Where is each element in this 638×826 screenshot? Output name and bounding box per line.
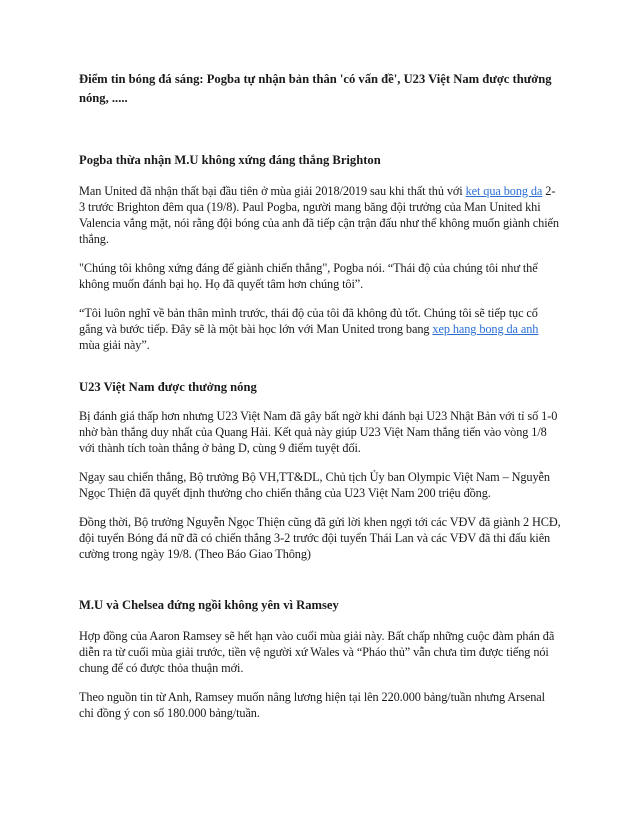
paragraph: Bị đánh giá thấp hơn nhưng U23 Việt Nam đã gây bất ngờ khi đánh bại U23 Nhật Bản với tỉ số 1-0 nhờ bàn thắng duy nhất của Quang Hải. Kết quả này giúp U23 Việt Nam thắng tiến vào vòng 1/8 với thành tích toàn thắng ở bảng D, cùng 9 điểm tuyệt đối.	[79, 409, 558, 455]
paragraph: Hợp đồng của Aaron Ramsey sẽ hết hạn vào cuối mùa giải này. Bất chấp những cuộc đàm phán đã diễn ra từ cuối mùa giải trước, tiền vệ người xứ Wales và “Pháo thủ” vẫn chưa tìm được tiếng nói chung để có được thỏa thuận mới.	[79, 629, 555, 675]
paragraph-text: Man United đã nhận thất bại đầu tiên ở mùa giải 2018/2019 sau khi thất thủ với	[79, 184, 466, 198]
section-heading: U23 Việt Nam được thưởng nóng	[79, 380, 257, 394]
paragraph	[79, 305, 561, 353]
section-heading: M.U và Chelsea đứng ngồi không yên vì Ramsey	[79, 598, 339, 612]
section-u23-vietnam	[79, 379, 561, 562]
paragraph: Theo nguồn tin từ Anh, Ramsey muốn nâng lương hiện tại lên 220.000 bảng/tuần nhưng Arsenal chỉ đồng ý con số 180.000 bảng/tuần.	[79, 690, 545, 720]
paragraph-text: 2-3 trước Brighton đêm qua (19/8). Paul Pogba, người mang băng đội trưởng của Man United khi Valencia vắng mặt, nói rằng đội bóng của anh đã tiếp cận trận đấu như thể không muốn giành chiến thắng.	[79, 184, 559, 246]
paragraph: "Chúng tôi không xứng đáng để giành chiến thắng", Pogba nói. “Thái độ của chúng tôi như thể không muốn đánh bại họ. Họ đã quyết tâm hơn chúng tôi”.	[79, 261, 538, 291]
document-title: Điểm tin bóng đá sáng: Pogba tự nhận bản thân 'có vấn đề', U23 Việt Nam được thưởng nóng, .....	[79, 72, 552, 105]
section-pogba	[79, 152, 561, 353]
paragraph-text: mùa giải này”.	[79, 338, 150, 352]
section-ramsey	[79, 597, 561, 721]
paragraph: Ngay sau chiến thắng, Bộ trưởng Bộ VH,TT&DL, Chủ tịch Ủy ban Olympic Việt Nam – Nguyễn Ngọc Thiện đã quyết định thưởng cho chiến thắng của U23 Việt Nam 200 triệu đồng.	[79, 470, 550, 500]
section-heading: Pogba thừa nhận M.U không xứng đáng thắng Brighton	[79, 153, 381, 167]
ket-qua-bong-da-link[interactable]: ket qua bong da	[465, 184, 543, 198]
paragraph	[79, 183, 561, 247]
paragraph-text: “Tôi luôn nghĩ về bản thân mình trước, thái độ của tôi đã không đủ tốt. Chúng tôi sẽ tiếp tục cố gắng và bước tiếp. Đây sẽ là một bài học lớn với Man United trong bang	[79, 306, 538, 336]
paragraph: Đồng thời, Bộ trưởng Nguyễn Ngọc Thiện cũng đã gửi lời khen ngợi tới các VĐV đã giành 2 HCĐ, đội tuyển Bóng đá nữ đã có chiến thắng 3-2 trước đội tuyển Thái Lan và các VĐV đã thi đấu kiên cường trong ngày 19/8. (Theo Báo Giao Thông)	[79, 515, 561, 561]
xep-hang-bong-da-anh-link[interactable]: xep hang bong da anh	[432, 322, 539, 336]
